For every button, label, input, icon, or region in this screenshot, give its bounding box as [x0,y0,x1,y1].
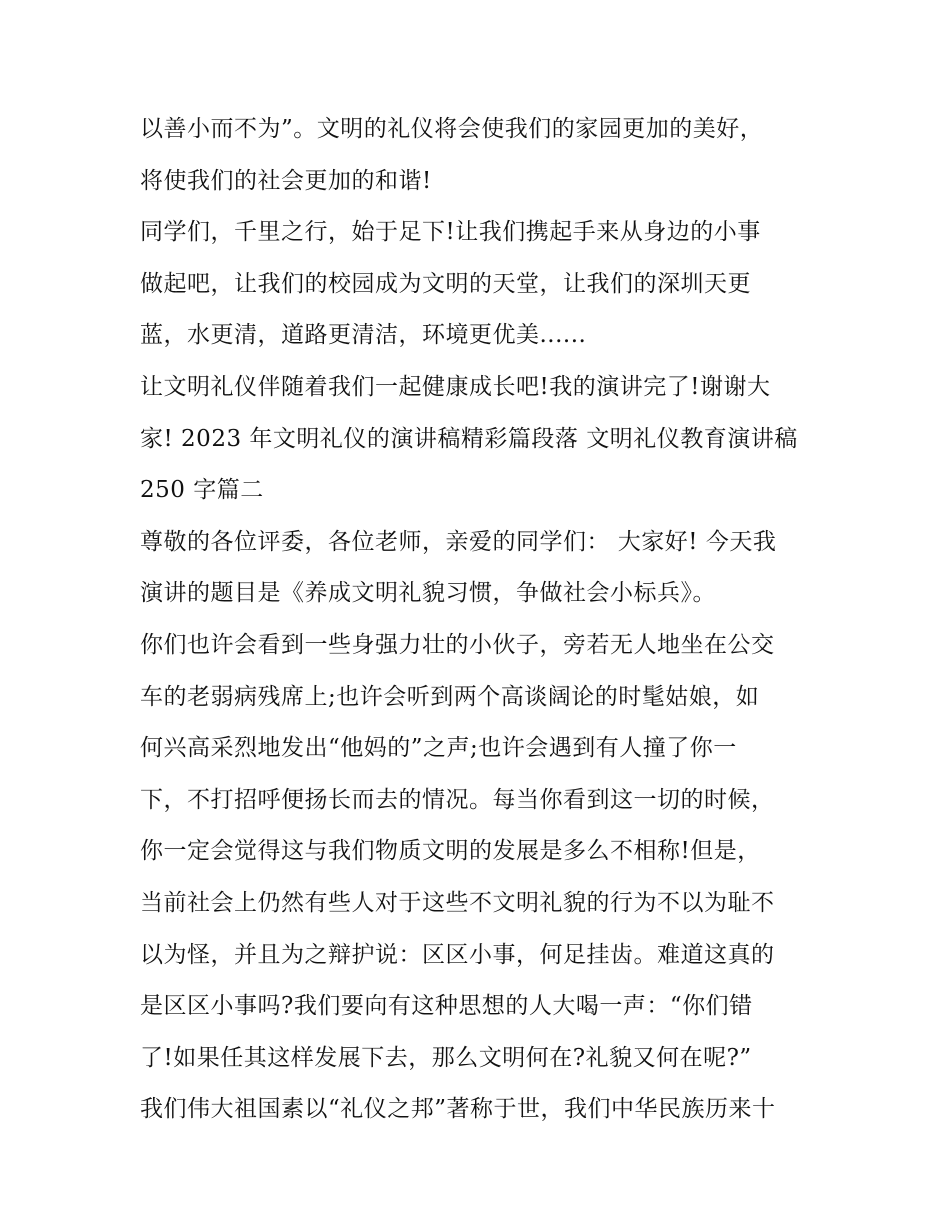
text-line: 当前社会上仍然有些人对于这些不文明礼貌的行为不以为耻不 [140,889,775,916]
text-line: 蓝，水更清，道路更清洁，环境更优美...... [140,322,587,349]
text-line: 家! 2023 年文明礼仪的演讲稿精彩篇段落 文明礼仪教育演讲稿 [140,425,798,452]
text-line: 车的老弱病残席上;也许会听到两个高谈阔论的时髦姑娘，如 [140,683,760,710]
text-line: 了!如果任其这样发展下去，那么文明何在?礼貌又何在呢?” [140,1044,752,1071]
text-line: 250 字篇二 [140,477,264,504]
text-line: 我们伟大祖国素以“礼仪之邦”著称于世，我们中华民族历来十 [140,1096,776,1123]
text-line: 尊敬的各位评委，各位老师，亲爱的同学们： 大家好! 今天我 [140,528,777,555]
text-line: 同学们，千里之行，始于足下!让我们携起手来从身边的小事 [140,219,761,246]
text-line: 何兴高采烈地发出“他妈的”之声;也许会遇到有人撞了你一 [140,735,737,762]
text-line: 让文明礼仪伴随着我们一起健康成长吧!我的演讲完了!谢谢大 [140,373,771,400]
text-line: 你一定会觉得这与我们物质文明的发展是多么不相称!但是， [140,838,761,865]
text-line: 将使我们的社会更加的和谐! [140,167,432,194]
text-line: 你们也许会看到一些身强力壮的小伙子，旁若无人地坐在公交 [140,631,775,658]
text-line: 以善小而不为”。文明的礼仪将会使我们的家园更加的美好， [140,116,764,142]
body-text [140,104,820,1136]
text-line: 做起吧，让我们的校园成为文明的天堂，让我们的深圳天更 [140,270,751,297]
text-line: 下，不打招呼便扬长而去的情况。每当你看到这一切的时候， [140,786,775,813]
text-line: 以为怪，并且为之辩护说：区区小事，何足挂齿。难道这真的 [140,941,775,968]
text-line: 是区区小事吗?我们要向有这种思想的人大喝一声：“你们错 [140,993,753,1020]
text-line: 演讲的题目是《养成文明礼貌习惯，争做社会小标兵》。 [140,580,716,607]
